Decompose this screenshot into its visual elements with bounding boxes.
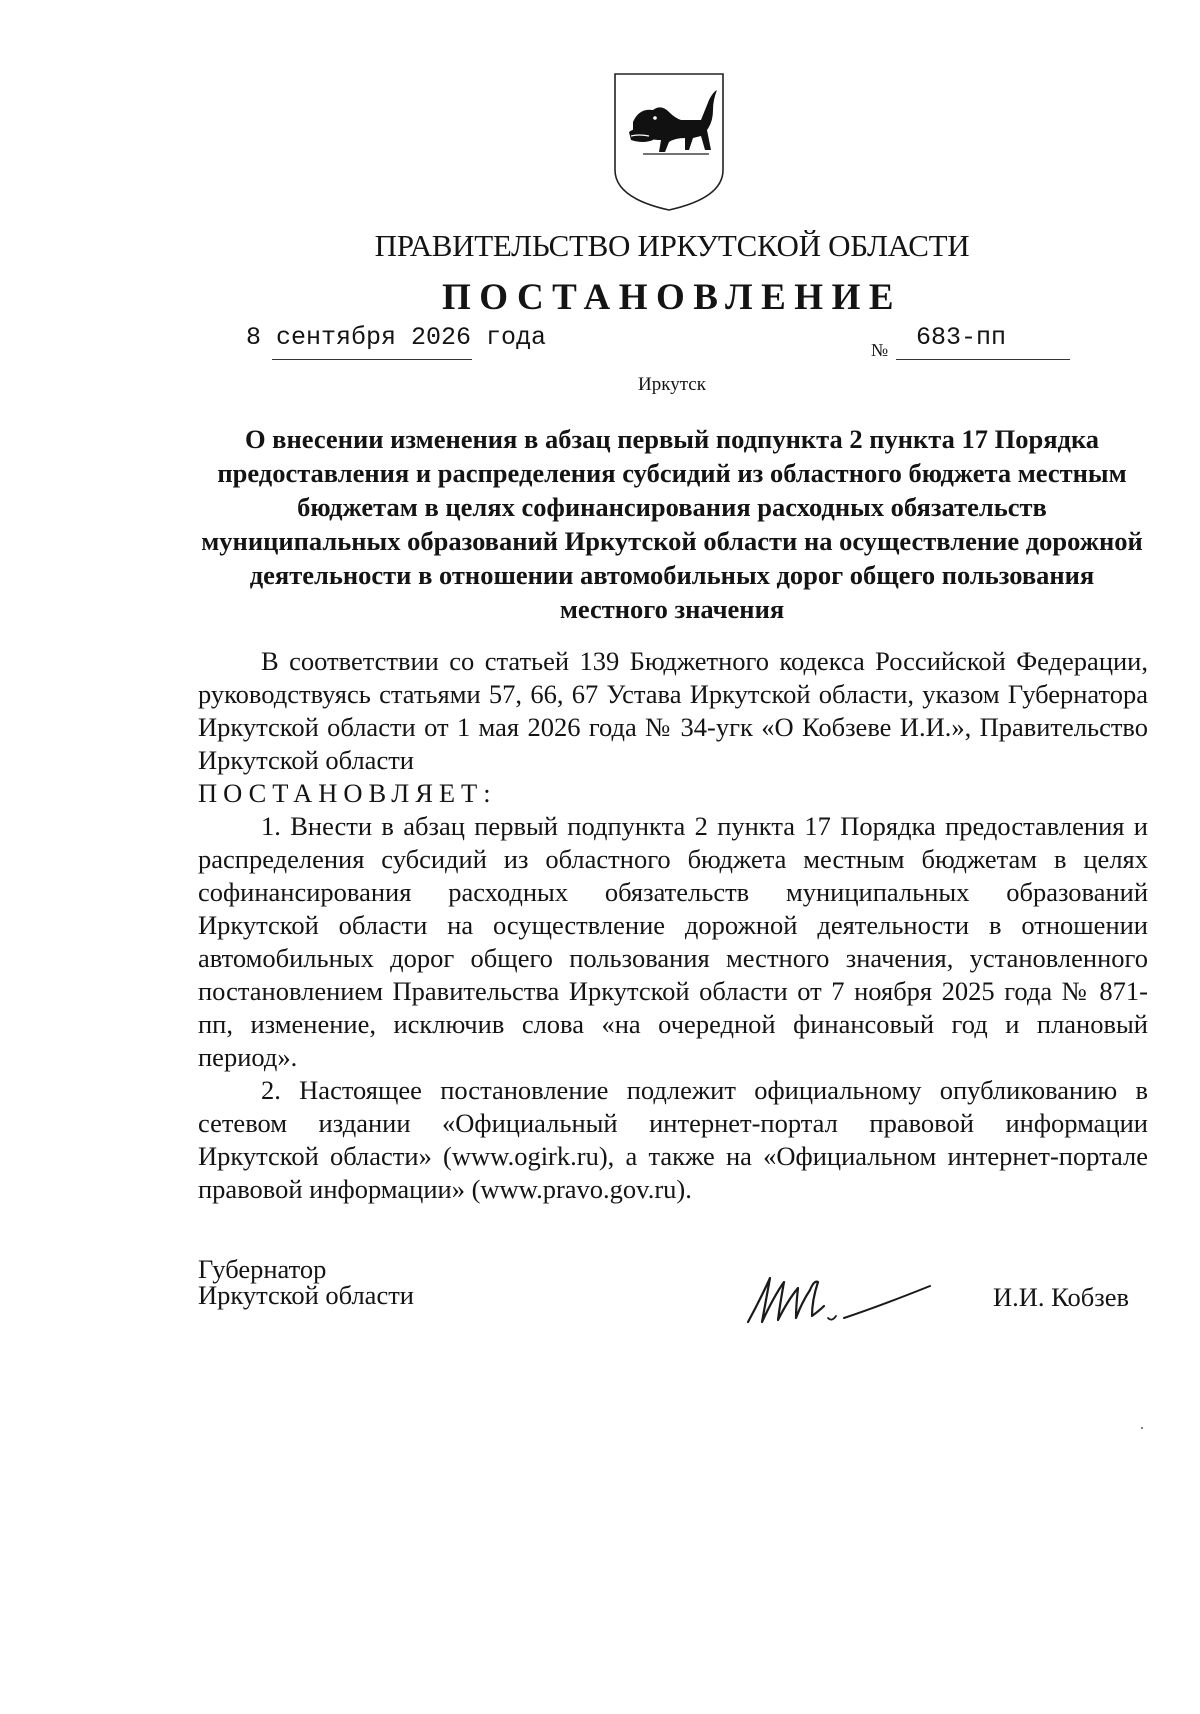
item-2-paragraph: 2. Настоящее постановление подлежит официальному опубликованию в сетевом издании «Официальный интернет-портал правовой информации Иркутской области» (www.ogirk.ru), а также на «Официальном интернет-портале правовой информации» (www.pravo.gov.ru). [198,1075,1148,1204]
date-underline [272,359,472,360]
document-number: 683-пп [916,323,1007,352]
number-sign: № [871,340,889,360]
document-type-title: ПОСТАНОВЛЕНИЕ [441,277,903,318]
signatory-role-line-1: Губернатор [198,1254,327,1284]
preamble-paragraph: В соответствии со статьей 139 Бюджетного кодекса Российской Федерации, руководствуясь статьями 57, 66, 67 Устава Иркутской области, указом Губернатора Иркутской области от 1 мая 2026 года № 34-угк «О Кобзеве И.И.», Правительство Иркутской области [198,646,1148,775]
handwritten-signature-icon [740,1260,940,1340]
item-1-paragraph: 1. Внести в абзац первый подпункта 2 пункта 17 Порядка предоставления и распределения субсидий из областного бюджета местным бюджетам в целях софинансирования расходных обязательств муниципальных образований Иркутской области на осуществление дорожной деятельности в отношении автомобильных дорог общего пользования местного значения, установленного постановлением Правительства Иркутской области от 7 ноября 2025 года № 871-пп, изменение, исключив слова «на очередной финансовый год и плановый период». [198,811,1148,1072]
resolves-heading: ПОСТАНОВЛЯЕТ: [198,778,497,808]
scan-speck [1141,1427,1143,1429]
signatory-role [198,1256,414,1308]
document-subject: О внесении изменения в абзац первый подпункта 2 пункта 17 Порядка предоставления и распределения субсидий из областного бюджета местным бюджетам в целях софинансирования расходных обязательств муниципальных образований Иркутской области на осуществление дорожной деятельности в отношении автомобильных дорог общего пользования местного значения [201,424,1143,624]
document-city: Иркутск [638,374,706,395]
signatory-role-line-2: Иркутской области [198,1280,414,1310]
signatory-name: И.И. Кобзев [993,1282,1129,1312]
government-title: ПРАВИТЕЛЬСТВО ИРКУТСКОЙ ОБЛАСТИ [374,228,970,263]
document-date: 8 сентября 2026 года [246,323,547,352]
number-underline [896,359,1070,360]
document-body [198,645,1148,1206]
irkutsk-coat-of-arms-icon [609,70,729,212]
